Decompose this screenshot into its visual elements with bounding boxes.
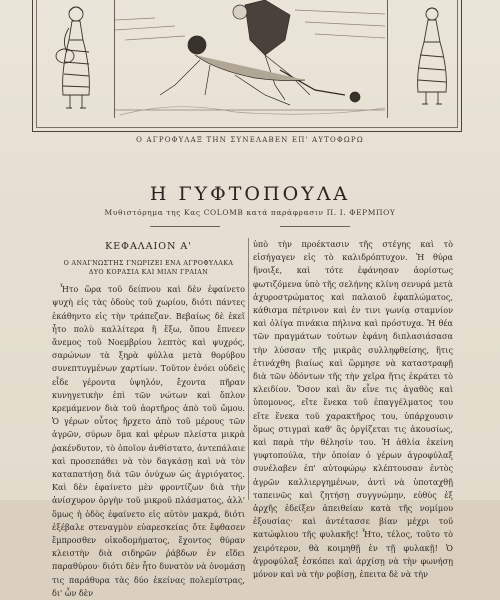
right-column-paragraph: ὑπὸ τὴν προέκτασιν τῆς στέγης καὶ τὸ εἰσήγαγεν εἰς τὸ καλιδρόπτυχον. Ἡ θύρα ἤνοιξε, καὶ τότε ἐφάνησαν ἀορίστως φωτιζόμενα ὑπὸ τῆς σελήνης κλίνη σενυρά μετὰ ἀχυροστρώματος καὶ παλαιοῦ ἐφαπλώματος, κάθισμα πέτρινον καὶ ἐν τινι γωνίᾳ σταμνίον καὶ ὀλίγα πινάκια πήλινα καὶ πρόστυχα. Ἡ θέα τῶν πραγμάτων τούτων ἐφάνη διπλασιάσασα τὴν λύσσαν τῆς μικρᾶς συλληφθείσης, ἥτις ἐτινάχθη βιαίως καὶ ὥρμησε νὰ καταστραφῇ διὰ τῶν ὀδόντων τῆς τὴν χεῖρα ἥτις ἐκράτει τὸ κλειδίον. Ὅσον καὶ ἂν εἶνε τις ἀγαθὸς καὶ ὑπομονος, εἴτε ἕνεκα τοῦ ἐπαγγέλματος του εἴτε ἕνεκα τοῦ χαρακτῆρος του, ὑπάρχουσιν ὅμως στιγμαὶ καθ' ἃς ὀργίζεται τις ἀκουσίως, καὶ παρὰ τὴν θέλησίν του. Ἡ ἀθλία ἐκείνη γυφτοπούλα, τὴν ὁποίαν ὁ γέρων ἀγροφύλαξ συνέλαβεν ἐπ' αὐτοφώρῳ κλέπτουσαν ἐντὸς ἀγρῶν καλλιεργημένων, ἀντὶ νὰ ὑποταχθῇ ταπεινῶς καὶ ζητήσῃ συγγνώμην, εὐθὺς ἐξ ἀρχῆς ἐδείξεν ἀπειθείαν κατὰ τῆς νομίμου ἐξουσίας· καὶ ἀντέτασσε βίαν μέχρι τοῦ κατώφλιου τῆς φυλακῆς! Ἦτο, τέλος, τοῦτο τὸ χειρότερον, θὰ κοιμηθῇ ἐν τῇ φυλακῇ! Ὁ ἀγροφύλαξ ἐσκόπει καὶ ἀρχίσῃ νὰ τὴν φωνήσῃ μόνον καὶ νὰ τὴν ροβίσῃ, ἐπειτα δὲ νὰ τὴν [253, 239, 453, 580]
illustration-girl-with-basket [39, 0, 115, 118]
illustration-main-scene [115, 0, 385, 118]
column-divider [248, 238, 249, 500]
illustration-standing-woman [387, 0, 458, 118]
guard-catching-girl-drawing [115, 0, 385, 118]
title-rule-right [280, 226, 350, 227]
left-column-paragraph: Ἦτο ὥρα τοῦ δείπνου καὶ δὲν ἐφαίνετο ψυχὴ εἰς τὰς ὁδοὺς τοῦ χωρίου, διότι πάντες ἐκάθηντο εἰς τὴν τράπεζαν. Βεβαίως δὲ ἐκεῖ ἦτο πολὺ καλλίτερα ἢ ἔξω, ὅπου ἔπνεεν ἄνεμος τοῦ Νοεμβρίου λεπτὸς καὶ ψυχρός, σαρώνων τὰ ξηρὰ φύλλα μετὰ θορύβου συνεπτυγμένων χαρτίων. Τοῦτον ἐνόει οὐδεὶς εἶδε γέροντα ὑψηλόν, ἔχοντα πῆραν κυνηγετικὴν ἐπὶ τῶν νώτων καὶ ὅπλον κρεμάμενον διὰ τοῦ ἀορτῆρος ἀπὸ τοῦ ὤμου. Ὁ γέρων οὗτος ἤρχετο ἀπὸ τοῦ μέρους τῶν ἀγρῶν, σύρων ὅμα καὶ φέρων πλείστα μικρὰ ῥακένδυτον, τὸ ὁποῖον ἀνθίστατο, ἀντεπάλαιε καὶ προσεπάθει νὰ τὸν δαγκάσῃ καὶ νὰ τὸν καταπατήσῃ διὰ τῶν ὀνύχων ὡς ἀγριόγατος. Καὶ δὲν ἐφαίνετο μὲν φροντίζων διὰ τὴν ἀνίσχυρον ὀργὴν τοῦ μικροῦ πλάσματος, ἀλλ' ὅμως ἡ ὁδὸς ἐφαίνετο εἰς αὐτὸν μακρά, διότι ἐξέβαλε στεναγμὸν εὐαρεσκείας ὅτε ἔφθασεν ἔμπροσθεν οἰκοδομήματος, ἔχοντος θύραν κλειστὴν διὰ σιδηρῶν ῥάβδων ἐν εἴδει παραθύρου· διότι δὲν ἦτο δυνατὸν νὰ ὀνομάσῃ τις παράθυρα τὰς δύο ἐκείνας πολεμίστρας, δι' ὧν δὲν [52, 284, 245, 598]
chapter-summary-line-2: ΔΥΟ ΚΟΡΑΣΙΑ ΚΑΙ ΜΙΑΝ ΓΡΑΙΑΝ [88, 269, 209, 277]
girl-with-basket-drawing [39, 0, 114, 118]
chapter-summary-line-1: Ο ΑΝΑΓΝΩΣΤΗΣ ΓΝΩΡΙΖΕΙ ΕΝΑ ΑΓΡΟΦΥΛΑΚΑ [63, 260, 234, 268]
chapter-heading: ΚΕΦΑΛΑΙΟΝ Α' [105, 241, 192, 252]
story-subtitle: Μυθιστόρημα της Κας COLOMB κατά παράφρασιν Π. Ι. ΦΕΡΜΠΟΥ [104, 208, 396, 217]
title-rule-left [150, 226, 220, 227]
standing-woman-drawing [388, 0, 458, 118]
right-text-column [253, 238, 453, 581]
chapter-summary [52, 259, 245, 277]
illustration-caption: Ο ΑΓΡΟΦΥΛΑΞ ΤΗΝ ΣΥΝΕΛΑΒΕΝ ΕΠ' ΑΥΤΟΦΩΡΩ [136, 136, 364, 144]
illustration-frame [32, 0, 462, 132]
left-text-column [52, 238, 245, 600]
story-title: Η ΓΥΦΤΟΠΟΥΛΑ [149, 183, 351, 205]
